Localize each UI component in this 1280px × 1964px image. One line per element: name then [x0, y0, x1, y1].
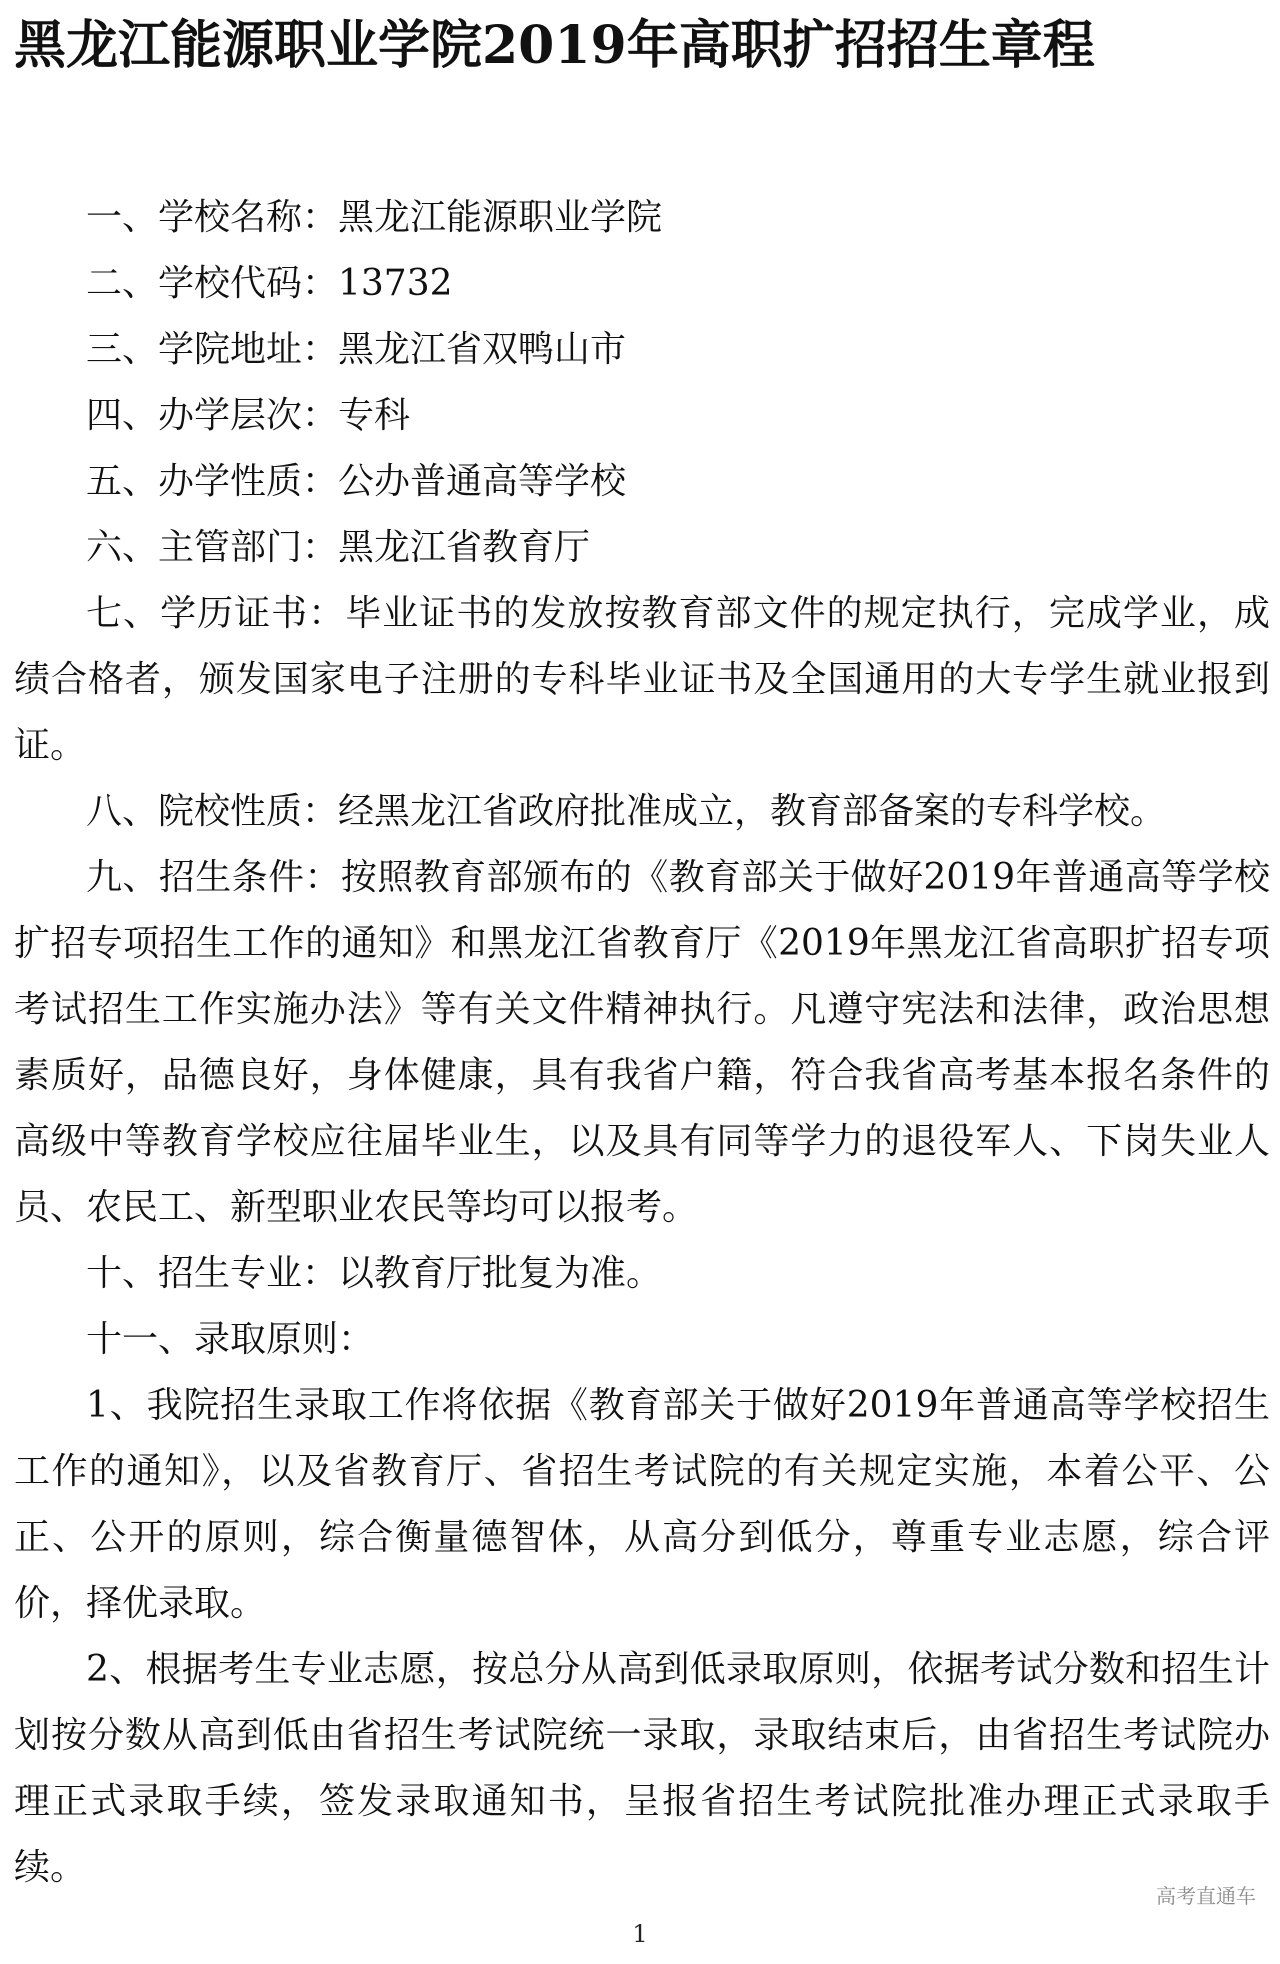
principle-1: 1、我院招生录取工作将依据《教育部关于做好2019年普通高等学校招生工作的通知》，以及省教育厅、省招生考试院的有关规定实施，本着公平、公正、公开的原则，综合衡量德智体，从高分到低分，尊重专业志愿，综合评价，择优录取。 [14, 1385, 1270, 1624]
item-diploma: 七、学历证书：毕业证书的发放按教育部文件的规定执行，完成学业，成绩合格者，颁发国家电子注册的专科毕业证书及全国通用的大专学生就业报到证。 [14, 593, 1270, 766]
item-school-nature: 五、办学性质：公办普通高等学校 [86, 461, 627, 502]
item-majors: 十、招生专业：以教育厅批复为准。 [86, 1253, 663, 1294]
item-supervising-dept: 六、主管部门：黑龙江省教育厅 [86, 527, 591, 568]
item-admission-principles: 十一、录取原则： [86, 1319, 375, 1360]
principle-2: 2、根据考生专业志愿，按总分从高到低录取原则，依据考试分数和招生计划按分数从高到低由省招生考试院统一录取，录取结束后，由省招生考试院办理正式录取手续，签发录取通知书，呈报省招生考试院批准办理正式录取手续。 [14, 1649, 1270, 1888]
item-school-name: 一、学校名称：黑龙江能源职业学院 [86, 197, 663, 238]
item-school-code: 二、学校代码：13732 [86, 263, 453, 304]
item-school-address: 三、学院地址：黑龙江省双鸭山市 [86, 329, 627, 370]
document-title: 黑龙江能源职业学院2019年高职扩招招生章程 [14, 15, 1095, 76]
item-education-level: 四、办学层次：专科 [86, 395, 411, 436]
item-admission-conditions: 九、招生条件：按照教育部颁布的《教育部关于做好2019年普通高等学校扩招专项招生工作的通知》和黑龙江省教育厅《2019年黑龙江省高职扩招专项考试招生工作实施办法》等有关文件精神执行。凡遵守宪法和法律，政治思想素质好，品德良好，身体健康，具有我省户籍，符合我省高考基本报名条件的高级中等教育学校应往届毕业生，以及具有同等学力的退役军人、下岗失业人员、农民工、新型职业农民等均可以报考。 [14, 857, 1270, 1228]
document-body [14, 185, 1270, 1901]
page-number: 1 [632, 1920, 648, 1948]
item-institution-type: 八、院校性质：经黑龙江省政府批准成立，教育部备案的专科学校。 [86, 791, 1167, 832]
watermark-text: 高考直通车 [1156, 1884, 1256, 1908]
